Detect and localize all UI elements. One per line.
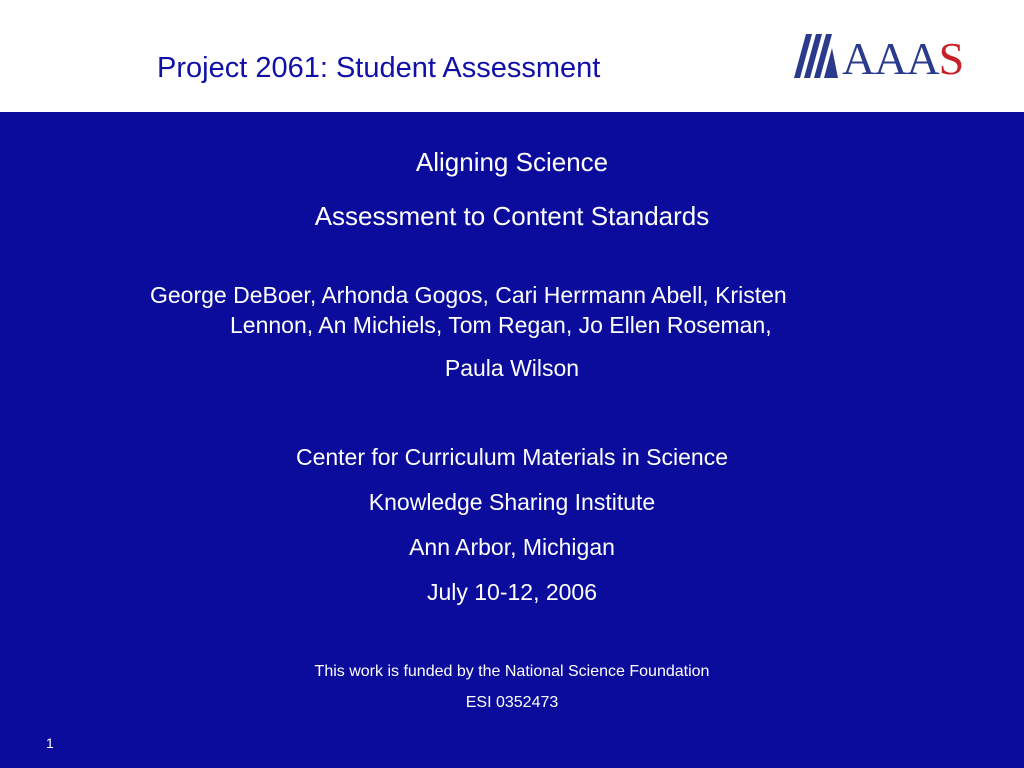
grant-number: ESI 0352473 <box>465 694 559 711</box>
aaas-logo-text <box>842 33 964 84</box>
authors-line1: George DeBoer, Arhonda Gogos, Cari Herrmann Abell, Kristen <box>150 282 787 308</box>
slide-title-line1: Aligning Science <box>415 147 609 177</box>
authors-line3: Paula Wilson <box>444 355 580 381</box>
slide-header <box>0 0 1024 112</box>
logo-text-s: S <box>938 33 964 84</box>
center-name: Center for Curriculum Materials in Science <box>295 444 729 470</box>
logo-text-aaa: AAA <box>842 33 939 84</box>
institute-name: Knowledge Sharing Institute <box>368 489 656 515</box>
event-location: Ann Arbor, Michigan <box>409 534 615 560</box>
header-title: Project 2061: Student Assessment <box>157 52 601 84</box>
funding-statement: This work is funded by the National Science Foundation <box>314 663 710 680</box>
slide-title-line2: Assessment to Content Standards <box>314 201 710 231</box>
authors-line2: Lennon, An Michiels, Tom Regan, Jo Ellen Roseman, <box>230 312 772 338</box>
page-number: 1 <box>46 735 54 751</box>
event-date: July 10-12, 2006 <box>426 579 598 605</box>
aaas-logo <box>792 30 962 82</box>
aaas-logo-mark-icon <box>792 30 840 82</box>
slide-body <box>0 112 1024 768</box>
